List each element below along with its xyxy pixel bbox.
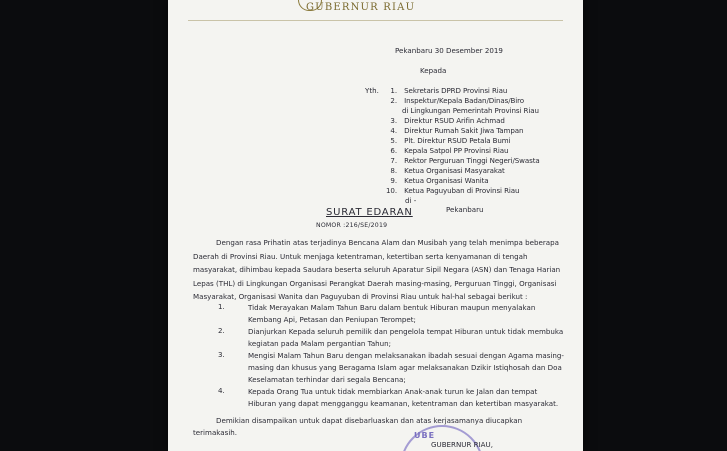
recipient-subline: di Lingkungan Pemerintah Provinsi Riau <box>402 106 539 115</box>
instruction-number: 2. <box>218 326 225 335</box>
signature-title: GUBERNUR RIAU, <box>431 440 493 449</box>
instruction-number: 3. <box>218 350 225 359</box>
place-date: Pekanbaru 30 Desember 2019 <box>395 46 503 55</box>
recipient-name: Ketua Organisasi Masyarakat <box>404 166 505 175</box>
instruction-text: Tidak Merayakan Malam Tahun Baru dalam bentuk Hiburan maupun menyalakan Kembang Api, Petasan dan Peniupan Terompet; <box>248 303 536 324</box>
recipient-number: 8. <box>390 166 397 175</box>
recipient-name: Direktur Rumah Sakit Jiwa Tampan <box>404 126 524 135</box>
yth-label: Yth. <box>365 86 379 95</box>
recipient-name: Direktur RSUD Arifin Achmad <box>404 116 505 125</box>
letterhead-title: GUBERNUR RIAU <box>306 2 416 13</box>
recipient-number: 5. <box>390 136 397 145</box>
recipient-name: Inspektur/Kepala Badan/Dinas/Biro <box>404 96 525 105</box>
recipient-number: 9. <box>390 176 397 185</box>
di-label: di - <box>405 196 417 205</box>
kepada-label: Kepada <box>420 66 447 75</box>
recipient-number: 7. <box>390 156 397 165</box>
recipient-number: 2. <box>390 96 397 105</box>
recipient-item <box>377 186 519 195</box>
instruction-text: Mengisi Malam Tahun Baru dengan melaksanakan ibadah sesuai dengan Agama masing-masing dan khusus yang Beragama Islam agar melaksanakan Dzikir Istiqhosah dan Doa Keselamatan terhindar dari segala Bencana; <box>248 351 564 384</box>
recipient-name: Rektor Perguruan Tinggi Negeri/Swasta <box>404 156 540 165</box>
letterhead-rule <box>188 20 563 21</box>
recipient-name: Plt. Direktur RSUD Petala Bumi <box>404 136 511 145</box>
recipient-item <box>377 96 524 105</box>
recipient-name: Sekretaris DPRD Provinsi Riau <box>404 86 508 95</box>
instruction-text: Kepada Orang Tua untuk tidak membiarkan Anak-anak turun ke Jalan dan tempat Hiburan yang dapat mengganggu keamanan, ketentraman dan ketertiban masyarakat. <box>248 387 559 408</box>
instruction-number: 4. <box>218 386 225 395</box>
recipient-item <box>377 166 505 175</box>
recipient-number: 1. <box>390 86 397 95</box>
recipient-number: 3. <box>390 116 397 125</box>
document-number: NOMOR :216/SE/2019 <box>316 222 388 229</box>
recipient-item <box>377 156 540 165</box>
closing-paragraph: Demikian disampaikan untuk dapat disebarluaskan dan atas kerjasamanya diucapkan terimakasih. <box>193 416 523 437</box>
recipient-name: Ketua Organisasi Wanita <box>404 176 489 185</box>
instruction-number: 1. <box>218 302 225 311</box>
recipient-item <box>377 126 523 135</box>
city-label: Pekanbaru <box>446 205 484 214</box>
recipient-number: 6. <box>390 146 397 155</box>
stamp-lettering: UBE <box>414 431 436 440</box>
recipient-name: Ketua Paguyuban di Provinsi Riau <box>404 186 520 195</box>
document-title: SURAT EDARAN <box>326 207 413 218</box>
recipient-item <box>377 146 508 155</box>
document-page <box>168 0 583 451</box>
recipient-name: Kepala Satpol PP Provinsi Riau <box>404 146 509 155</box>
recipient-number: 10. <box>386 186 397 195</box>
instruction-text: Dianjurkan Kepada seluruh pemilik dan pengelola tempat Hiburan untuk tidak membuka kegiatan pada Malam pergantian Tahun; <box>248 327 564 348</box>
recipient-item <box>377 116 505 125</box>
recipient-item <box>377 86 507 95</box>
intro-paragraph: Dengan rasa Prihatin atas terjadinya Bencana Alam dan Musibah yang telah menimpa beberapa Daerah di Provinsi Riau. Untuk menjaga ketentraman, ketertiban serta kenyamanan di tengah masyarakat, dihimbau kepada Saudara beserta seluruh Aparatur Sipil Negara (ASN) dan Tenaga Harian Lepas (THL) di Lingkungan Organisasi Perangkat Daerah masing-masing, Perguruan Tinggi, Organisasi Masyarakat, Organisasi Wanita dan Paguyuban di Provinsi Riau untuk hal-hal sebagai berikut : <box>193 238 561 301</box>
recipient-item <box>377 136 511 145</box>
recipient-number: 4. <box>390 126 397 135</box>
recipient-item <box>377 176 489 185</box>
